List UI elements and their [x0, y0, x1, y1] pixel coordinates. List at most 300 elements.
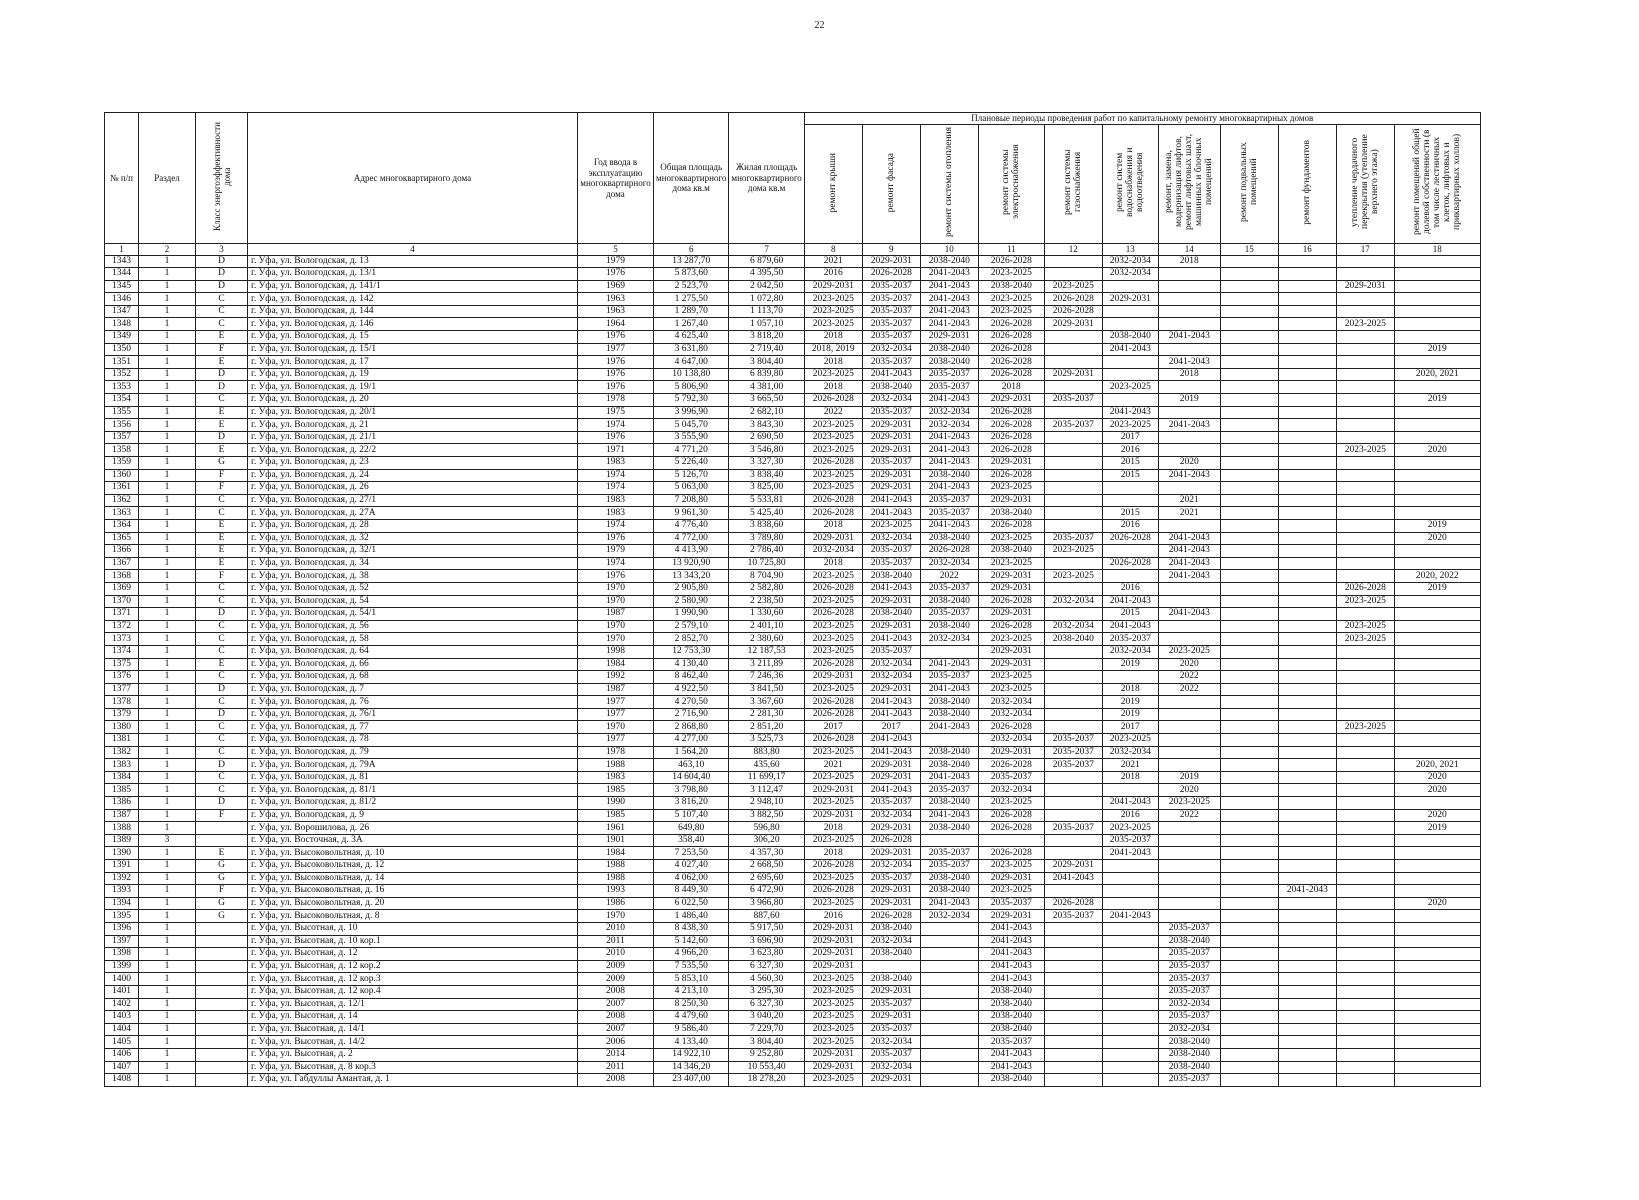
table-cell — [1158, 834, 1220, 847]
table-cell: 2023-2025 — [804, 293, 862, 306]
table-cell: 1987 — [578, 683, 654, 696]
table-cell — [1394, 545, 1480, 558]
table-cell: 1988 — [578, 860, 654, 873]
column-number: 12 — [1044, 244, 1102, 256]
table-cell: 4 381,00 — [729, 381, 804, 394]
table-cell — [1394, 318, 1480, 331]
table-cell: 1358 — [105, 444, 139, 457]
table-cell: 2035-2037 — [1158, 1074, 1220, 1087]
table-cell: 2041-2043 — [978, 960, 1044, 973]
table-cell: C — [196, 721, 248, 734]
table-cell: 2041-2043 — [1102, 595, 1158, 608]
table-cell — [1394, 746, 1480, 759]
table-cell — [1336, 1074, 1394, 1087]
table-cell — [1278, 696, 1336, 709]
table-cell — [1336, 482, 1394, 495]
table-row — [105, 822, 1481, 835]
table-cell: 2029-2031 — [804, 935, 862, 948]
table-cell: 1406 — [105, 1048, 139, 1061]
table-cell: 2035-2037 — [920, 507, 978, 520]
table-cell — [1158, 431, 1220, 444]
table-cell: 2023-2025 — [1336, 318, 1394, 331]
table-cell: 2032-2034 — [862, 1036, 920, 1049]
table-cell: 2018 — [978, 381, 1044, 394]
table-cell — [1336, 356, 1394, 369]
table-cell — [1394, 1061, 1480, 1074]
table-cell: 2032-2034 — [1102, 746, 1158, 759]
table-cell — [1336, 305, 1394, 318]
table-cell: F — [196, 482, 248, 495]
header-planned-periods: Плановые периоды проведения работ по капитальному ремонту многоквартирных домов — [804, 113, 1480, 125]
table-cell: 12 753,30 — [654, 645, 729, 658]
table-row — [105, 809, 1481, 822]
table-cell: 2029-2031 — [862, 885, 920, 898]
column-number: 11 — [978, 244, 1044, 256]
table-cell: 2038-2040 — [978, 1023, 1044, 1036]
table-cell — [1220, 608, 1278, 621]
table-cell: 1 — [139, 671, 196, 684]
table-cell: 2023-2025 — [862, 519, 920, 532]
table-cell: 2016 — [804, 268, 862, 281]
table-cell — [196, 960, 248, 973]
table-cell: 2023-2025 — [804, 834, 862, 847]
table-cell — [1278, 658, 1336, 671]
table-cell: 2022 — [1158, 671, 1220, 684]
table-cell: 2029-2031 — [1044, 368, 1102, 381]
table-cell: 2018 — [804, 381, 862, 394]
table-cell — [1220, 293, 1278, 306]
table-cell — [1394, 268, 1480, 281]
table-cell: 3 804,40 — [729, 1036, 804, 1049]
table-cell — [1394, 985, 1480, 998]
table-cell: 1 — [139, 1061, 196, 1074]
header-electric — [978, 125, 1044, 244]
column-number: 14 — [1158, 244, 1220, 256]
table-cell — [920, 948, 978, 961]
table-cell: 2038-2040 — [1158, 1048, 1220, 1061]
address-cell: г. Уфа, ул. Вологодская, д. 79А — [248, 759, 578, 772]
table-cell — [1102, 1074, 1158, 1087]
table-row — [105, 734, 1481, 747]
address-cell: г. Уфа, ул. Вологодская, д. 144 — [248, 305, 578, 318]
table-cell: 1 — [139, 973, 196, 986]
table-cell: D — [196, 431, 248, 444]
table-cell: 2029-2031 — [978, 582, 1044, 595]
table-cell — [1102, 356, 1158, 369]
table-cell: 2019 — [1158, 394, 1220, 407]
table-cell — [1044, 784, 1102, 797]
table-cell — [1394, 834, 1480, 847]
table-cell — [196, 985, 248, 998]
table-cell: 1 — [139, 280, 196, 293]
address-cell: г. Уфа, ул. Вологодская, д. 34 — [248, 557, 578, 570]
table-cell — [1158, 318, 1220, 331]
table-cell: 1977 — [578, 696, 654, 709]
table-cell: 1 564,20 — [654, 746, 729, 759]
table-cell: 1351 — [105, 356, 139, 369]
table-cell: 306,20 — [729, 834, 804, 847]
table-cell: 2038-2040 — [920, 797, 978, 810]
table-row — [105, 444, 1481, 457]
address-cell: г. Уфа, ул. Вологодская, д. 38 — [248, 570, 578, 583]
table-cell: 2023-2025 — [1044, 570, 1102, 583]
table-cell — [1158, 280, 1220, 293]
table-cell — [1102, 998, 1158, 1011]
table-cell: 1961 — [578, 822, 654, 835]
table-cell: 2041-2043 — [920, 280, 978, 293]
table-cell — [1044, 998, 1102, 1011]
table-cell — [1220, 494, 1278, 507]
table-row — [105, 494, 1481, 507]
table-cell: C — [196, 595, 248, 608]
table-cell: 1 — [139, 431, 196, 444]
table-cell — [1220, 633, 1278, 646]
table-cell: F — [196, 809, 248, 822]
table-cell: 2035-2037 — [1044, 532, 1102, 545]
table-cell: 2038-2040 — [920, 620, 978, 633]
column-number: 15 — [1220, 244, 1278, 256]
table-cell: 1 — [139, 809, 196, 822]
table-row — [105, 595, 1481, 608]
table-cell: 1 — [139, 532, 196, 545]
table-cell — [1336, 759, 1394, 772]
table-cell — [1278, 381, 1336, 394]
table-cell — [1102, 570, 1158, 583]
table-cell: 1963 — [578, 305, 654, 318]
table-row — [105, 582, 1481, 595]
address-cell: г. Уфа, ул. Вологодская, д. 19/1 — [248, 381, 578, 394]
table-cell: 2023-2025 — [978, 482, 1044, 495]
table-cell: 2035-2037 — [862, 406, 920, 419]
table-cell — [1220, 696, 1278, 709]
table-cell: 2041-2043 — [1158, 557, 1220, 570]
table-row — [105, 431, 1481, 444]
table-cell: 2035-2037 — [920, 368, 978, 381]
table-cell — [1220, 444, 1278, 457]
address-cell: г. Уфа, ул. Высотная, д. 14 — [248, 1011, 578, 1024]
header-roof — [804, 125, 862, 244]
table-cell: C — [196, 771, 248, 784]
table-cell: 3 843,30 — [729, 419, 804, 432]
table-cell: 4 130,40 — [654, 658, 729, 671]
table-cell: 1 — [139, 910, 196, 923]
table-cell: 2035-2037 — [978, 897, 1044, 910]
table-cell: 2035-2037 — [920, 608, 978, 621]
table-cell: E — [196, 419, 248, 432]
table-cell: 1375 — [105, 658, 139, 671]
table-cell: C — [196, 645, 248, 658]
table-cell: 1983 — [578, 494, 654, 507]
table-cell: 3 040,20 — [729, 1011, 804, 1024]
table-cell: 2035-2037 — [862, 998, 920, 1011]
table-cell: 1 — [139, 822, 196, 835]
table-cell — [1394, 1023, 1480, 1036]
table-row — [105, 708, 1481, 721]
table-cell: 2038-2040 — [1158, 935, 1220, 948]
table-cell: 1401 — [105, 985, 139, 998]
header-electric-text: ремонт системы электроснабжения — [1001, 144, 1022, 220]
address-cell: г. Уфа, ул. Вологодская, д. 66 — [248, 658, 578, 671]
table-cell: 2038-2040 — [1158, 1061, 1220, 1074]
header-heating-text: ремонт системы отопления — [944, 127, 955, 238]
table-cell — [1158, 482, 1220, 495]
table-cell — [920, 1048, 978, 1061]
table-row — [105, 406, 1481, 419]
table-cell: 1 072,80 — [729, 293, 804, 306]
table-cell — [1394, 973, 1480, 986]
table-cell: 2029-2031 — [804, 960, 862, 973]
table-row — [105, 960, 1481, 973]
address-cell: г. Уфа, ул. Вологодская, д. 13/1 — [248, 268, 578, 281]
table-cell — [1394, 658, 1480, 671]
table-cell: 2029-2031 — [862, 255, 920, 268]
table-cell: 2026-2028 — [1044, 293, 1102, 306]
table-cell: 1976 — [578, 368, 654, 381]
table-cell: 2041-2043 — [920, 394, 978, 407]
table-cell: 2041-2043 — [920, 897, 978, 910]
table-cell — [1102, 1048, 1158, 1061]
table-cell: 2008 — [578, 985, 654, 998]
table-cell: 2016 — [1102, 809, 1158, 822]
table-cell — [1394, 948, 1480, 961]
table-cell: 2041-2043 — [920, 268, 978, 281]
table-cell: 2026-2028 — [978, 595, 1044, 608]
table-cell: 2032-2034 — [1102, 268, 1158, 281]
table-cell: 2029-2031 — [804, 280, 862, 293]
table-cell: 2014 — [578, 1048, 654, 1061]
address-cell: г. Уфа, ул. Высотная, д. 14/1 — [248, 1023, 578, 1036]
table-cell — [1336, 545, 1394, 558]
table-cell: 2009 — [578, 960, 654, 973]
table-cell — [1278, 557, 1336, 570]
table-cell: 3 623,80 — [729, 948, 804, 961]
table-cell: 1 — [139, 293, 196, 306]
table-row — [105, 721, 1481, 734]
table-cell: 2038-2040 — [920, 872, 978, 885]
table-cell — [1220, 960, 1278, 973]
table-cell — [1278, 482, 1336, 495]
table-cell: 1 — [139, 570, 196, 583]
table-cell — [1220, 922, 1278, 935]
table-cell: 2023-2025 — [978, 532, 1044, 545]
table-cell — [1394, 683, 1480, 696]
table-cell — [1220, 570, 1278, 583]
table-cell — [1044, 771, 1102, 784]
table-cell — [1220, 860, 1278, 873]
table-cell — [1278, 784, 1336, 797]
table-cell: 1985 — [578, 809, 654, 822]
table-cell: 2023-2025 — [978, 293, 1044, 306]
table-cell: 6 327,30 — [729, 960, 804, 973]
table-row — [105, 985, 1481, 998]
table-cell: 2032-2034 — [978, 784, 1044, 797]
table-cell: 1 — [139, 872, 196, 885]
table-cell — [1044, 935, 1102, 948]
address-cell: г. Уфа, ул. Высоковольтная, д. 12 — [248, 860, 578, 873]
table-cell: 3 112,47 — [729, 784, 804, 797]
table-cell — [1278, 1023, 1336, 1036]
table-cell — [920, 935, 978, 948]
table-cell: 1 — [139, 1023, 196, 1036]
table-cell: 1 — [139, 935, 196, 948]
table-cell: 2007 — [578, 998, 654, 1011]
table-cell: 2032-2034 — [1158, 1023, 1220, 1036]
table-cell: 1992 — [578, 671, 654, 684]
table-cell: 2029-2031 — [804, 922, 862, 935]
table-row — [105, 318, 1481, 331]
table-cell: 2023-2025 — [1102, 822, 1158, 835]
table-cell: 2019 — [1158, 771, 1220, 784]
table-cell: 2 238,50 — [729, 595, 804, 608]
table-cell: 2041-2043 — [1158, 545, 1220, 558]
table-cell: 1396 — [105, 922, 139, 935]
table-cell: 1 — [139, 759, 196, 772]
table-cell: 2026-2028 — [978, 343, 1044, 356]
address-cell: г. Уфа, ул. Высотная, д. 12 кор.4 — [248, 985, 578, 998]
table-cell — [1220, 658, 1278, 671]
table-cell — [1220, 343, 1278, 356]
table-cell — [1044, 683, 1102, 696]
table-cell: 1 — [139, 721, 196, 734]
table-cell: 2029-2031 — [804, 948, 862, 961]
table-cell: 2035-2037 — [1158, 948, 1220, 961]
table-cell — [1278, 998, 1336, 1011]
table-cell — [1158, 595, 1220, 608]
table-cell — [1220, 469, 1278, 482]
table-cell: 2029-2031 — [1044, 860, 1102, 873]
table-cell — [1158, 519, 1220, 532]
table-cell: 1352 — [105, 368, 139, 381]
table-cell: 2035-2037 — [1044, 394, 1102, 407]
table-cell: 8 462,40 — [654, 671, 729, 684]
table-cell — [1336, 1061, 1394, 1074]
address-cell: г. Уфа, ул. Вологодская, д. 21/1 — [248, 431, 578, 444]
table-cell — [1102, 973, 1158, 986]
table-cell — [1220, 1061, 1278, 1074]
table-cell — [1044, 985, 1102, 998]
header-basement-text: ремонт подвальных помещений — [1239, 142, 1260, 223]
table-cell — [1336, 847, 1394, 860]
table-cell: 2008 — [578, 1011, 654, 1024]
table-cell: 1976 — [578, 356, 654, 369]
table-cell: 1 — [139, 922, 196, 935]
table-cell: 5 873,60 — [654, 268, 729, 281]
address-cell: г. Уфа, ул. Вологодская, д. 13 — [248, 255, 578, 268]
table-cell: 1383 — [105, 759, 139, 772]
table-cell: C — [196, 633, 248, 646]
table-cell: 2029-2031 — [804, 1061, 862, 1074]
address-cell: г. Уфа, ул. Вологодская, д. 28 — [248, 519, 578, 532]
table-cell: 2019 — [1394, 343, 1480, 356]
table-cell: 1382 — [105, 746, 139, 759]
table-cell — [1278, 356, 1336, 369]
table-cell: 2035-2037 — [1158, 985, 1220, 998]
table-cell: 1976 — [578, 431, 654, 444]
table-cell — [1278, 1011, 1336, 1024]
table-cell: 2029-2031 — [978, 494, 1044, 507]
table-cell — [1278, 922, 1336, 935]
table-cell: 1 — [139, 381, 196, 394]
table-cell: 2041-2043 — [1158, 570, 1220, 583]
table-cell — [1278, 834, 1336, 847]
table-cell: 1362 — [105, 494, 139, 507]
table-cell: 2035-2037 — [920, 860, 978, 873]
table-cell: 2023-2025 — [1336, 721, 1394, 734]
table-cell: 2041-2043 — [1158, 356, 1220, 369]
table-cell: 1 — [139, 469, 196, 482]
table-cell: 2029-2031 — [1044, 318, 1102, 331]
table-cell: 2035-2037 — [1044, 746, 1102, 759]
table-row — [105, 1048, 1481, 1061]
table-cell: 2038-2040 — [978, 985, 1044, 998]
table-cell: 1 990,90 — [654, 608, 729, 621]
table-cell: 1400 — [105, 973, 139, 986]
address-cell: г. Уфа, ул. Вологодская, д. 64 — [248, 645, 578, 658]
table-cell: 2029-2031 — [804, 532, 862, 545]
table-cell — [1394, 696, 1480, 709]
table-cell — [1044, 671, 1102, 684]
table-cell: 2035-2037 — [920, 784, 978, 797]
table-cell: 3 525,73 — [729, 734, 804, 747]
table-cell — [1278, 331, 1336, 344]
table-cell — [1336, 343, 1394, 356]
address-cell: г. Уфа, ул. Вологодская, д. 32/1 — [248, 545, 578, 558]
table-cell: 1 — [139, 734, 196, 747]
table-cell: 1988 — [578, 872, 654, 885]
table-cell: 2021 — [804, 255, 862, 268]
table-cell — [196, 1074, 248, 1087]
table-cell — [1278, 897, 1336, 910]
table-cell: 10 553,40 — [729, 1061, 804, 1074]
table-cell — [1220, 507, 1278, 520]
table-cell: 1 — [139, 1074, 196, 1087]
table-cell — [1394, 482, 1480, 495]
table-cell: 1393 — [105, 885, 139, 898]
table-cell: 2 948,10 — [729, 797, 804, 810]
table-cell: E — [196, 545, 248, 558]
table-cell — [920, 998, 978, 1011]
table-cell: 2026-2028 — [978, 759, 1044, 772]
table-cell: E — [196, 331, 248, 344]
table-cell — [1336, 797, 1394, 810]
table-cell: 1 113,70 — [729, 305, 804, 318]
address-cell: г. Уфа, ул. Ворошилова, д. 26 — [248, 822, 578, 835]
table-cell: 2038-2040 — [920, 356, 978, 369]
table-cell: 1 — [139, 356, 196, 369]
table-cell: 2023-2025 — [1044, 545, 1102, 558]
table-cell — [1336, 960, 1394, 973]
table-row — [105, 696, 1481, 709]
table-cell — [1394, 293, 1480, 306]
table-cell: 2041-2043 — [862, 784, 920, 797]
table-cell — [1394, 406, 1480, 419]
table-cell — [1220, 897, 1278, 910]
column-number: 16 — [1278, 244, 1336, 256]
table-cell: 1394 — [105, 897, 139, 910]
table-cell — [1278, 457, 1336, 470]
table-cell: 1970 — [578, 620, 654, 633]
table-cell: 2015 — [1102, 608, 1158, 621]
table-cell: 2026-2028 — [862, 834, 920, 847]
table-cell: 1 — [139, 582, 196, 595]
table-cell: 2038-2040 — [1158, 1036, 1220, 1049]
table-cell — [1278, 431, 1336, 444]
address-cell: г. Уфа, ул. Вологодская, д. 15/1 — [248, 343, 578, 356]
table-cell: 1977 — [578, 734, 654, 747]
table-cell: 2032-2034 — [1044, 620, 1102, 633]
table-cell: 1373 — [105, 633, 139, 646]
table-cell: 2035-2037 — [862, 545, 920, 558]
